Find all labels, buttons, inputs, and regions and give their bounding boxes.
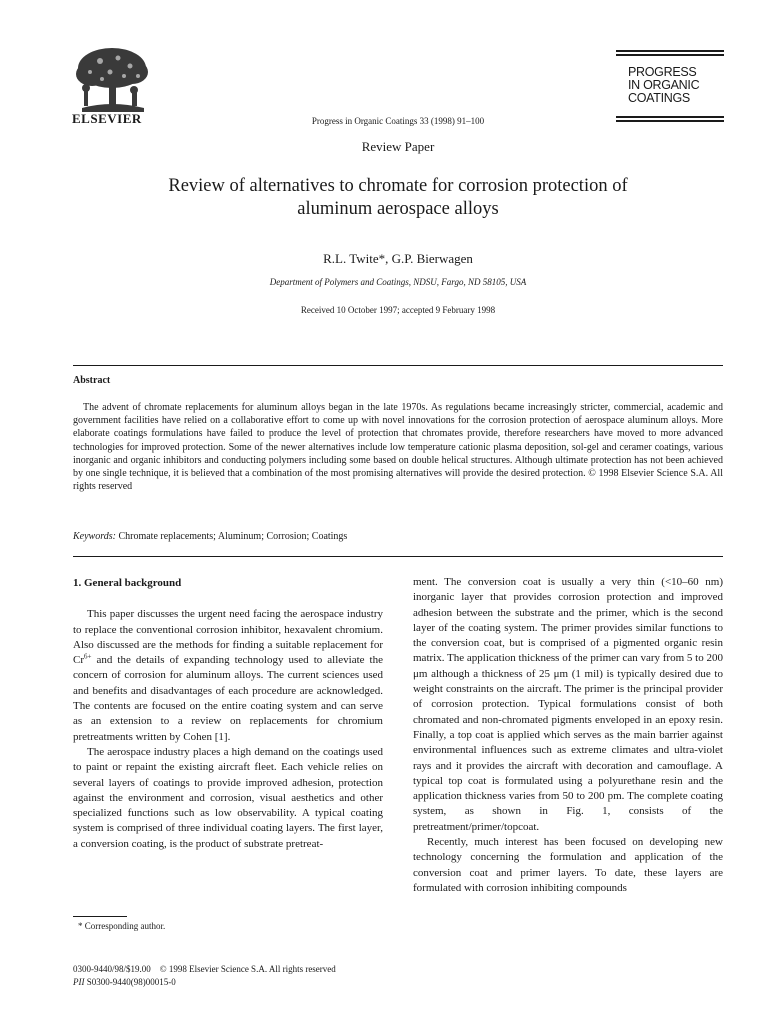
keywords-list: Chromate replacements; Aluminum; Corrosion; Coatings	[118, 531, 348, 542]
footnote-rule	[73, 916, 127, 917]
title-line-2: aluminum aerospace alloys	[297, 199, 499, 219]
journal-logo	[616, 50, 724, 122]
pii-line	[73, 977, 176, 987]
affiliation: Department of Polymers and Coatings, NDSU, Fargo, ND 58105, USA	[269, 277, 527, 287]
publisher-name: ELSEVIER	[72, 111, 142, 126]
title-line-1: Review of alternatives to chromate for corrosion protection of	[168, 176, 628, 196]
body-paragraph: ment. The conversion coat is usually a very thin (<10–60 nm) inorganic layer that provides corrosion protection and improved adhesion between the substrate and the primer, which is the second layer of the coating system. The primer provides similar functions to the conversion coat, but is comprised of a pigmented organic resin matrix. The application thickness of the primer can vary from 5 to 200 μm although a thickness of 25 μm (1 mil) is typically desired due to weight constraints on the aircraft. The primer is the principal provider of corrosion protection. Typical formulations consist of both chromated and non-chromated pigments enveloped in an epoxy resin. Finally, a top coat is applied which serves as the main barrier against environmental influences such as extreme climates and ultra-violet rays and it provides the aircraft with decoration and camouflage. A typical top coat is formulated using a polyurethane resin and the application thickness varies from 50 to 200 pm. The complete coating system, as shown in Fig. 1, consists of the pretreatment/primer/topcoat.	[413, 576, 723, 833]
footnote: * Corresponding author.	[78, 921, 166, 931]
divider-top	[73, 365, 723, 366]
body-column-left	[73, 576, 383, 852]
keywords-label: Keywords:	[73, 531, 116, 542]
body-paragraph: Recently, much interest has been focused on developing new technology concerning the formulation and application of the conversion coat and primer layers. To date, these layers are formulated with corrosion inhibiting compounds	[413, 836, 723, 894]
body-paragraph: The aerospace industry places a high demand on the coatings used to paint or repaint the existing aircraft fleet. Each vehicle relies on several layers of coatings to provide improved adhesion, protection against the environment and corrosion, visual aesthetics and other specialized functions such as low observability. A typical coating system is comprised of three individual coating layers. The first layer, a conversion coating, is the product of substrate pretreat-	[73, 745, 383, 850]
abstract-text: The advent of chromate replacements for aluminum alloys began in the late 1970s. As regulations became increasingly stricter, commercial, academic and government facilities have relied on a collaborative effort to come up with novel innovations for the corrosion protection of aerospace aluminum alloys. More elaborate coatings formulations have failed to produce the level of protection that chromates provide, therefore researchers have moved to more advanced technologies for improved protection. Some of the newer alternatives include low temperature cationic plasma deposition, sol-gel and ceramer coatings, various inorganic and organic inhibitors and conducting polymers including some based on double helical structures. Although ultimate protection has not been achieved by one single technique, it is believed that a combination of the most promising alternatives will provide the desired protection. © 1998 Elsevier Science S.A. All rights reserved	[73, 402, 723, 493]
body-paragraph: This paper discusses the urgent need facing the aerospace industry to replace the conventional corrosion inhibitor, hexavalent chromium. Also discussed are the methods for finding a suitable replacement for $Cr^{6+}$ and the details of expanding technology used to alleviate the concern of corrosion for aluminum alloys. The current sciences used and benefits and disadvantages of each procedure are acknowledged. The contents are focused on the entire coating system and can serve as an extension to a review on replacements for chromium pretreatments written by Cohen [1].	[73, 608, 383, 743]
journal-logo-line-2: IN ORGANIC	[628, 78, 700, 92]
body-column-right	[413, 575, 723, 896]
authors: R.L. Twite*, G.P. Bierwagen	[323, 251, 473, 266]
article-type: Review Paper	[361, 139, 435, 154]
journal-logo-line-1: PROGRESS	[628, 65, 697, 79]
journal-reference: Progress in Organic Coatings 33 (1998) 91–100	[311, 116, 485, 126]
article-title	[73, 175, 723, 221]
copyright-line: 0300-9440/98/$19.00 © 1998 Elsevier Science S.A. All rights reserved	[73, 964, 336, 974]
pii-label: PII	[73, 977, 85, 987]
elsevier-tree-logo	[72, 46, 152, 112]
journal-logo-line-3: COATINGS	[628, 91, 690, 105]
abstract-heading: Abstract	[73, 375, 111, 386]
received-dates: Received 10 October 1997; accepted 9 February 1998	[300, 305, 496, 315]
pii-value: S0300-9440(98)00015-0	[86, 977, 176, 987]
keywords	[73, 531, 347, 542]
section-heading: 1. General background	[73, 577, 182, 589]
divider-bottom	[73, 556, 723, 557]
